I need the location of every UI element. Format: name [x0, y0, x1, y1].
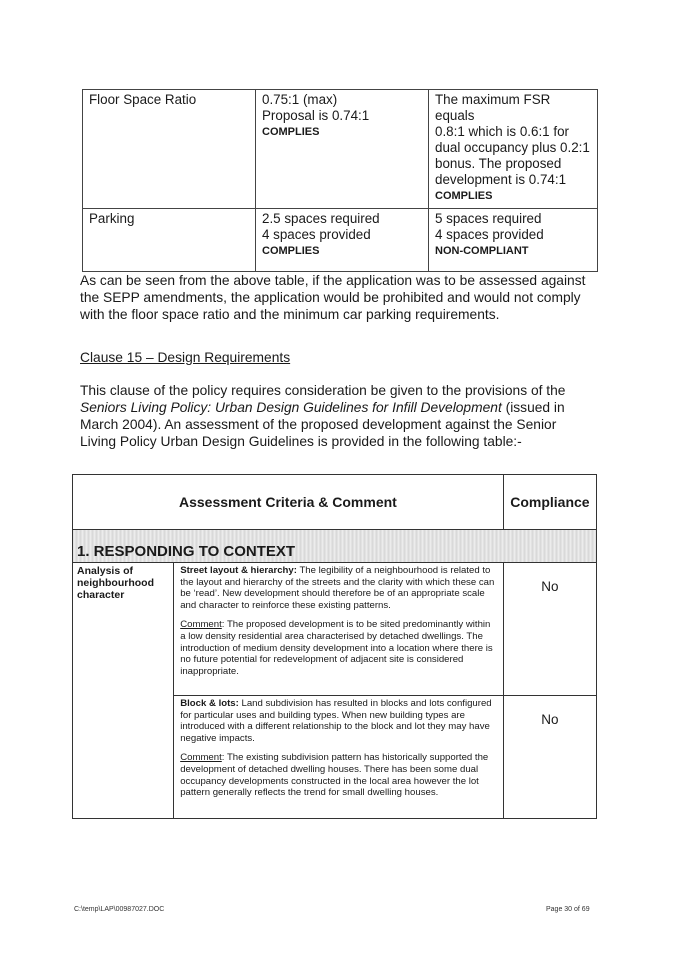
cell-line: 0.75:1 (max): [262, 92, 338, 107]
status-text: COMPLIES: [262, 245, 320, 257]
comment-label: Comment: [180, 619, 222, 631]
summary-paragraph: [80, 272, 600, 323]
text-line: This clause of the policy requires consideration be given to the provisions of the: [80, 383, 566, 398]
header-compliance: Compliance: [503, 475, 596, 530]
section-row: [73, 530, 597, 563]
criteria-text: [180, 698, 497, 744]
table-row: [83, 209, 598, 272]
comment-body: : The existing subdivision pattern has historically supported the development of detached dwelling houses. There has been some dual occupancy developments constructed in the local area however the lot pattern generally reflects the trend for small dwelling houses.: [180, 752, 489, 799]
clause-heading: Clause 15 – Design Requirements: [80, 350, 291, 365]
text-line: As can be seen from the above table, if the application was to be assessed against: [80, 273, 586, 288]
cell-line: bonus. The proposed: [435, 156, 562, 171]
row-label: Parking: [83, 209, 256, 272]
text-line: Living Policy Urban Design Guidelines is provided in the following table:-: [80, 434, 522, 449]
policy-title: Seniors Living Policy: Urban Design Guidelines for Infill Development: [80, 400, 502, 415]
assessment-cell: [429, 90, 598, 209]
criteria-title: Block & lots:: [180, 698, 239, 709]
table-header-row: [73, 475, 597, 530]
clause-paragraph: [80, 382, 600, 450]
criteria-description: The legibility of a neighbourhood is related to the layout and hierarchy of the streets and the clarity with which these can be ‘read’. New development should therefore be of an appropriate scale and character to reinforce these existing patterns.: [180, 565, 495, 611]
cell-line: 5 spaces required: [435, 211, 542, 226]
status-text: NON-COMPLIANT: [435, 245, 529, 257]
cell-line: 4 spaces provided: [262, 227, 371, 242]
criteria-description: Land subdivision has resulted in blocks and lots configured for particular uses and building types. When new building types are introduced with a different relationship to the block and lot they may have negative impacts.: [180, 698, 492, 744]
cell-line: development is 0.74:1: [435, 172, 567, 187]
comment-text: [180, 752, 497, 798]
section-title: 1. RESPONDING TO CONTEXT: [73, 530, 597, 563]
cell-line: 4 spaces provided: [435, 227, 544, 242]
cell-line: 2.5 spaces required: [262, 211, 380, 226]
cell-line: 0.8:1 which is 0.6:1 for: [435, 124, 569, 139]
header-criteria: Assessment Criteria & Comment: [73, 475, 504, 530]
criteria-text: [180, 565, 497, 611]
status-text: COMPLIES: [262, 126, 320, 138]
text-line: March 2004). An assessment of the proposed development against the Senior: [80, 417, 557, 432]
row-label: Floor Space Ratio: [83, 90, 256, 209]
compliance-value: No: [503, 563, 596, 696]
table-row: [73, 563, 597, 696]
assessment-cell: [429, 209, 598, 272]
cell-line: dual occupancy plus 0.2:1: [435, 140, 590, 155]
criteria-body: [174, 696, 504, 819]
design-assessment-table: [72, 474, 597, 819]
cell-line: Proposal is 0.74:1: [262, 108, 370, 123]
requirement-cell: [256, 209, 429, 272]
footer-page-number: Page 30 of 69: [546, 906, 590, 913]
criteria-label: Analysis of neighbourhood character: [73, 563, 174, 819]
text-fragment: (issued in: [501, 400, 565, 415]
text-line: the SEPP amendments, the application would be prohibited and would not comply: [80, 290, 581, 305]
compliance-table: [82, 89, 598, 272]
cell-line: The maximum FSR equals: [435, 92, 551, 123]
comment-label: Comment: [180, 752, 222, 764]
text-line: with the floor space ratio and the minimum car parking requirements.: [80, 307, 500, 322]
compliance-value: No: [503, 696, 596, 819]
footer-file-path: C:\temp\LAP\00987027.DOC: [74, 906, 165, 913]
comment-text: [180, 619, 497, 677]
table-row: [83, 90, 598, 209]
requirement-cell: [256, 90, 429, 209]
criteria-body: [174, 563, 504, 696]
criteria-title: Street layout & hierarchy:: [180, 565, 297, 576]
status-text: COMPLIES: [435, 190, 493, 202]
text-line: [80, 399, 600, 416]
comment-body: : The proposed development is to be sited predominantly within a low density residential area characterised by detached dwellings. The introduction of medium density development into a location where there is no future potential for redevelopment of adjacent site is considered inappropriate.: [180, 619, 493, 677]
